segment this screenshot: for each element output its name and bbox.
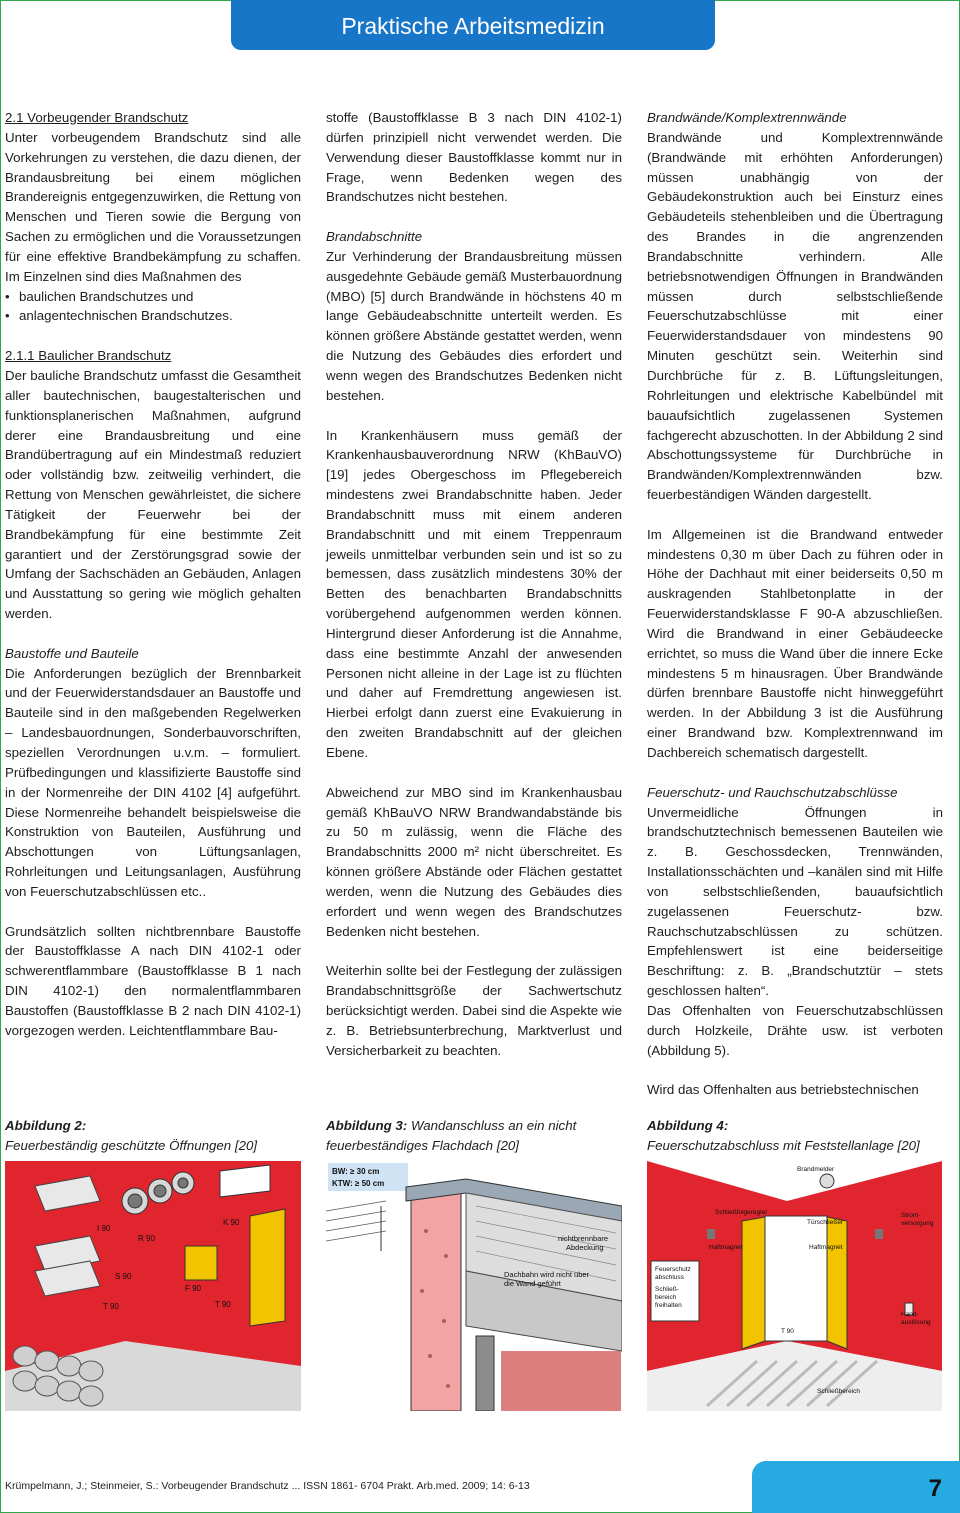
label-sb-c: freihalten [655, 1302, 682, 1309]
heading-2-1-1: 2.1.1 Baulicher Brandschutz [5, 348, 172, 364]
paragraph: Grundsätzlich sollten nichtbrennbare Baustoffe der Baustoffklasse A nach DIN 4102-1 oder schwerentflammbare (Baustoffklasse B 1 nach DIN 4102-1) den normalentflammbaren Baustoffen (Baustoffklasse B 2 nach DIN 4102-1) vorgezogen werden. Leichtentflammbare Bau- [5, 923, 301, 1038]
figure-4-drawing [647, 1161, 942, 1411]
figure-label: Abbildung 2: [5, 1118, 87, 1133]
paragraph: In Krankenhäusern muss gemäß der Krankenhausbauverordnung NRW (KhBauVO) [19] jedes Obergeschoss im Pflegebereich mindestens zwei Brandabschnitte haben. Jeder Brandabschnitt muss mit einem anderen Brandabschnitt und mit einem Treppenraum jeweils unmittelbar verbunden sein und ist so zu bemessen, dass zusätzlich mindestens 30% der Betten des benachbarten Brandabschnitts vorübergehend aufgenommen werden können. Hintergrund dieser Anforderung ist die Annahme, dass eine bestimmte Anzahl der anwesenden Personen nicht alleine in der Lage ist zu flüchten und daher auf Fremdrettung angewiesen ist. Hierbei erfolgt dann zuerst eine Evakuierung in den zweiten Brandabschnitt auf der gleichen Ebene. [326, 427, 622, 760]
note-cover-b: Abdeckung [566, 1243, 604, 1252]
figure-caption-text: Feuerschutzabschluss mit Feststellanlage [20] [647, 1137, 920, 1153]
paragraph: Unter vorbeugendem Brandschutz sind alle Vorkehrungen zu verstehen, die dazu dienen, der Brandausbreitung bei einem möglichen Brandereignis entgegenzuwirken, die Rettung von Menschen und Tieren sowie die Bergung von Sachen zu ermöglichen und die Voraussetzungen für eine effektive Brandbekämpfung zu schaffen. Im Einzelnen sind dies Maßnahmen des [5, 129, 301, 284]
tag-t90-right: T 90 [215, 1300, 231, 1309]
section-title: Praktische Arbeitsmedizin [341, 13, 605, 39]
paragraph: Unvermeidliche Öffnungen in brandschutztechnisch bemessenen Bauteilen wie z. B. Geschossdecken, Trennwänden, Installationsschächten und –kanälen sind mit Hilfe von selbstschließenden, bauaufsichtlich zugelassenen Feuerschutz- bzw. Rauchschutzabschlüssen zu schützen. Empfehlenswert ist eine beiderseitige Beschriftung: z. B. „Brandschutztür – stets geschlossen halten“. [647, 804, 943, 999]
tag-k90: K 90 [223, 1218, 240, 1227]
list-item-text: anlagentechnischen Brandschutzes. [19, 308, 233, 324]
note-membrane-b: die Wand geführt [504, 1279, 561, 1288]
heading-2-1: 2.1 Vorbeugender Brandschutz [5, 110, 189, 125]
paragraph: Brandwände und Komplextrennwände (Brandwände mit erhöhten Anforderungen) müssen unabhängig von der Gebäudekonstruktion auch bei Einsturz eines Gebäudeteils stehenbleiben und die Übertragung des Brandes in die angrenzenden Brandabschnitte verhindern. Alle betriebsnotwendigen Öffnungen in Brandwänden müssen durch selbstschließende Feuerschutzabschlüsse mit einer Feuerwiderstandsdauer von mindestens 90 Minuten geschützt sein. Weiterhin sind Durchbrüche für z. B. Lüftungsleitungen, Rohrleitungen und elektrische Kabelbündel mit bauaufsichtlich zugelassenen Systemen fachgerecht abzuschotten. In der Abbildung 2 sind Abschottungssysteme für Durchbrüche in Brandwänden/Komplextrennwänden bzw. feuerbeständigen Wänden dargestellt. [647, 129, 943, 503]
paragraph: Abweichend zur MBO sind im Krankenhausbau gemäß KhBauVO NRW Brandwandabstände bis zu 50 m zulässig, wenn die Fläche des Brandabschnitts 2000 m² nicht überschreitet. Es können größere Abstände oder Flächen gestattet werden, wenn die Nutzung des Gebäudes dies erfordert und wenn wegen des Brandschutzes Bedenken nicht bestehen. [326, 784, 622, 939]
subheading: Brandwände/Komplextrennwände [647, 110, 847, 125]
concrete-wall [411, 1183, 461, 1411]
label-fs-b: abschluss [655, 1274, 684, 1281]
figure-2-drawing [5, 1161, 301, 1411]
text-column-2 [326, 108, 622, 1061]
paragraph: Weiterhin sollte bei der Festlegung der zulässigen Brandabschnittsgröße der Sachwertschutz berücksichtigt werden. Dabei sind die Aspekte wie z. B. Betriebsunterbrechung, Marktverlust und Versicherbarkeit zu beachten. [326, 963, 622, 1058]
figure-3-drawing [326, 1161, 622, 1411]
paragraph: Der bauliche Brandschutz umfasst die Gesamtheit aller bautechnischen, baugestalterischen und funktionsplanerischen Maßnahmen, aufgrund derer eine Brandausbreitung und eine Brandübertragung auf ein Mindestmaß reduziert oder vollständig bzw. zeitweilig verhindert, die Rettung von Menschen gewährleistet, die sichere Tätigkeit der Feuerwehr bei der Brandbekämpfung für eine bestimmte Zeit garantiert und der Zerstörungsgrad sowie der Umfang der Sachschäden an Gebäuden, Anlagen und Ausstattung so gering wie möglich gehalten werden. [5, 367, 301, 622]
label-tuerschliesser: Türschließer [807, 1219, 844, 1226]
note-cover-a: nichtbrennbare [558, 1234, 609, 1243]
figure-4-illustration [647, 1161, 942, 1411]
list-item: • anlagentechnischen Brandschutzes. [5, 308, 233, 324]
figure-caption-text: Wandanschluss an ein nicht [410, 1118, 577, 1133]
label-brandmelder: Brandmelder [797, 1166, 835, 1173]
label-strom-b: versorgung [901, 1220, 934, 1227]
spec-bw: BW: ≥ 30 cm [332, 1167, 380, 1176]
text-column-1 [5, 108, 301, 1041]
list-item-text: baulichen Brandschutzes und [19, 288, 194, 304]
tag-r90: R 90 [138, 1234, 155, 1243]
label-haftmagnet-left: Haftmagnet [709, 1244, 743, 1251]
figure-caption [5, 1116, 305, 1156]
label-haftmagnet-right: Haftmagnet [809, 1244, 843, 1251]
paragraph: stoffe (Baustoffklasse B 3 nach DIN 4102-1) dürfen prinzipiell nicht verwendet werden. Die Verwendung dieser Baustoffklasse kommt nur in Frage, wenn Bedenken wegen des Brandschutzes nicht bestehen. [326, 110, 622, 205]
page-number-tab [752, 1461, 960, 1513]
figure-3-illustration [326, 1161, 622, 1411]
figure-label: Abbildung 4: [647, 1118, 729, 1133]
subheading: Brandabschnitte [326, 229, 423, 245]
paragraph: Das Offenhalten von Feuerschutzabschlüssen durch Holzkeile, Drähte usw. ist verboten (Abbildung 5). [647, 1002, 943, 1058]
note-membrane-a: Dachbahn wird nicht über [504, 1270, 590, 1279]
figure-2-illustration [5, 1161, 301, 1411]
label-schliessfolge: Schließfolgeregler [715, 1209, 768, 1216]
label-sb-b: bereich [655, 1294, 677, 1301]
label-t90: T 90 [781, 1328, 794, 1335]
subheading: Baustoffe und Bauteile [5, 645, 139, 661]
paragraph: Die Anforderungen bezüglich der Brennbarkeit und der Feuerwiderstandsdauer an Baustoffe und Bauteile sind in den maßgebenden Regelwerken – Landesbauordnungen, Sonderbauvorschriften, speziellen Verordnungen u.v.m. – formuliert. Prüfbedingungen und klassifizierte Baustoffe sind in der Normenreihe der DIN 4102 [4] aufgeführt. Diese Normenreihe behandelt beispielsweise die Konstruktion von Bauteilen, Ausführung und Abschottungen von Lüftungsanlagen, Rohrleitungen und Leitungsanlagen, Ausführung von Feuerschutzabschlüssen etc.. [5, 665, 301, 899]
paragraph: Im Allgemeinen ist die Brandwand entweder mindestens 0,30 m über Dach zu führen oder in Höhe der Dachhaut mit einer beiderseits 0,50 m auskragenden Stahlbetonplatte in der Feuerwiderstandsklasse F 90-A abzuschließen. Wird die Brandwand in einer Gebäudeecke errichtet, so muss die Wand über die innere Ecke mindestens 5 m hinausragen. Über Brandwände dürfen brennbare Baustoffe nicht hinweggeführt werden. In der Abbildung 3 ist die Ausführung einer Brandwand bzw. Komplextrennwand im Dachbereich schematisch dargestellt. [647, 526, 943, 760]
label-sb-a: Schließ- [655, 1286, 679, 1293]
label-schliessbereich: Schließbereich [817, 1388, 860, 1395]
page-number: 7 [928, 1475, 942, 1502]
paragraph: Wird das Offenhalten aus betriebstechnischen [647, 1082, 919, 1098]
tag-i90: I 90 [97, 1224, 111, 1233]
text-column-3 [647, 108, 943, 1100]
label-hand-a: Hand- [901, 1311, 919, 1318]
label-strom-a: Strom- [901, 1212, 921, 1219]
figure-caption-text: feuerbeständiges Flachdach [20] [326, 1137, 519, 1153]
list-item: • baulichen Brandschutzes und [5, 288, 194, 304]
section-header [231, 0, 715, 50]
label-hand-b: auslösung [901, 1319, 931, 1326]
tag-t90-left: T 90 [103, 1302, 119, 1311]
spec-ktw: KTW: ≥ 50 cm [332, 1179, 385, 1188]
label-fs-a: Feuerschutz [655, 1266, 691, 1273]
tag-s90: S 90 [115, 1272, 132, 1281]
paragraph: Zur Verhinderung der Brandausbreitung müssen ausgedehnte Gebäude gemäß Musterbauordnung (MBO) [5] durch Brandwände in höchstens 40 m lange Gebäudeabschnitte unterteilt werden. Es können größere Abstände gestattet werden, wenn die Nutzung des Gebäudes dies erfordert und wenn wegen des Brandschutzes Bedenken nicht bestehen. [326, 248, 622, 403]
subheading: Feuerschutz- und Rauchschutzabschlüsse [647, 784, 898, 800]
figure-caption [647, 1116, 947, 1156]
footer-citation: Krümpelmann, J.; Steinmeier, S.: Vorbeugender Brandschutz ... ISSN 1861- 6704 Prakt. Arb.med. 2009; 14: 6-13 [5, 1480, 530, 1492]
tag-f90: F 90 [185, 1284, 202, 1293]
figure-caption [326, 1116, 626, 1156]
figure-label: Abbildung 3: [326, 1118, 408, 1133]
figure-caption-text: Feuerbeständig geschützte Öffnungen [20] [5, 1137, 258, 1153]
